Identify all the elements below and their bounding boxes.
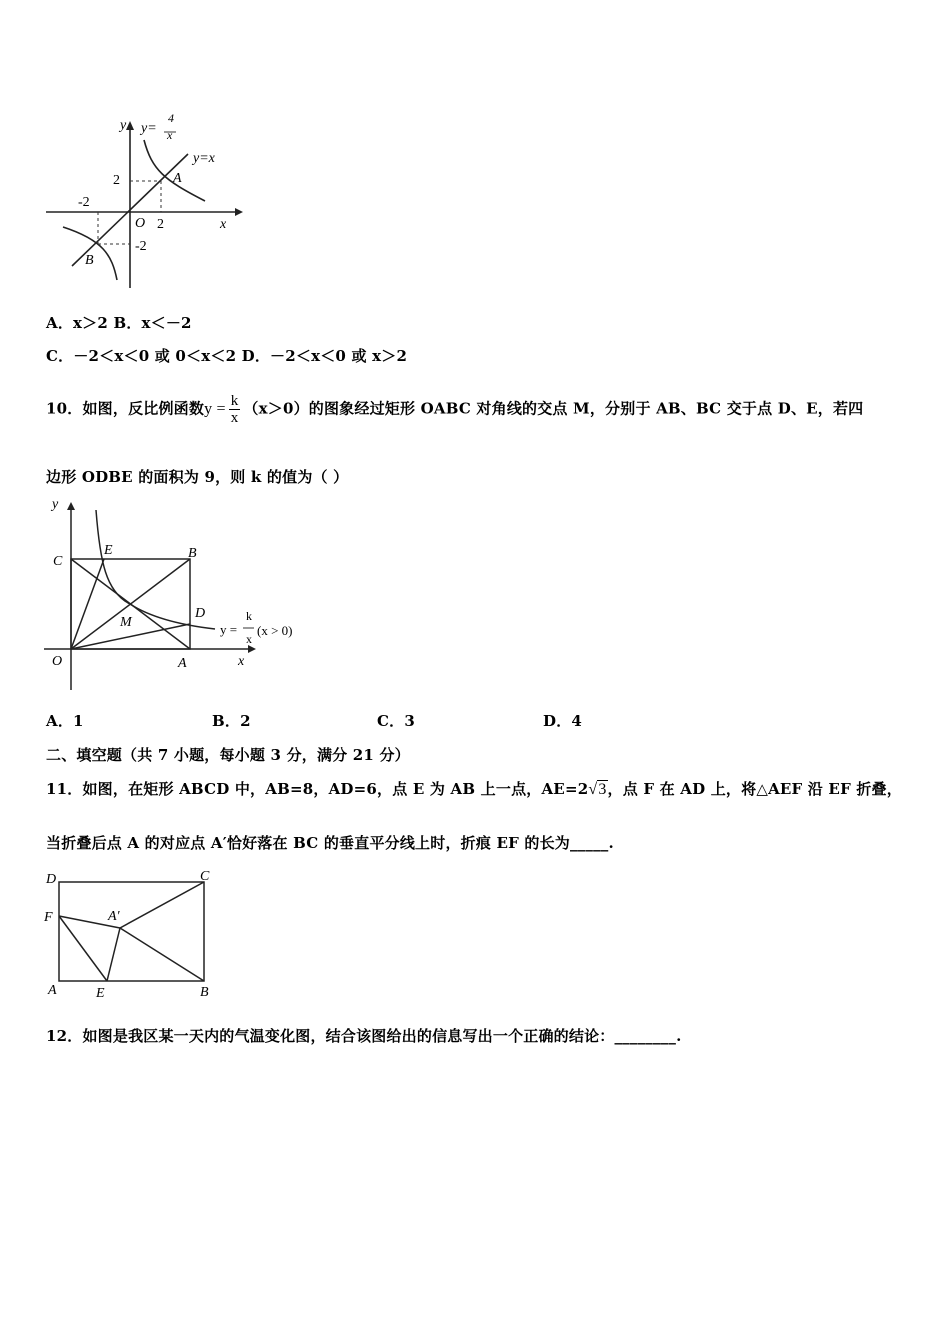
q10-func-fraction: [229, 393, 241, 426]
fig2-point-c: C: [53, 554, 63, 569]
q9-options-ab: A．x＞2 B．x＜－2: [46, 314, 192, 332]
tick-2-y: 2: [113, 173, 120, 188]
q11-line1: [46, 778, 902, 799]
point-b-label: B: [85, 253, 94, 268]
y-axis-arrow: [126, 121, 134, 130]
fig3-point-a: A: [48, 983, 57, 998]
fig2-func-denominator: x: [246, 632, 252, 646]
q10-text-start: 10．如图，反比例函数: [46, 399, 205, 418]
tick-neg2-y: -2: [135, 239, 147, 254]
q10-option-d: D．4: [543, 712, 583, 730]
fig2-point-a: A: [178, 656, 187, 671]
section-title-fill-in: 二、填空题（共 7 小题，每小题 3 分，满分 21 分）: [46, 746, 410, 764]
fig2-point-b: B: [188, 546, 197, 561]
fig2-func-prefix: y =: [220, 622, 238, 637]
tick-2-x: 2: [157, 217, 164, 232]
fig2-point-o: O: [52, 654, 63, 669]
q10-func-denominator: x: [230, 410, 239, 426]
fig2-point-d: D: [195, 606, 206, 621]
fig2-y-axis-arrow: [67, 502, 75, 510]
fig2-func-condition: (x > 0): [257, 623, 293, 638]
x-axis-arrow: [235, 208, 243, 216]
segment-oe: [71, 559, 104, 649]
fig2-point-m: M: [120, 615, 132, 630]
q12-text: 12．如图是我区某一天内的气温变化图，结合该图给出的信息写出一个正确的结论：________.: [46, 1027, 682, 1045]
segment-a-prime-b: [120, 928, 204, 981]
q10-func-numerator: k: [230, 393, 239, 409]
fig3-point-b: B: [200, 985, 209, 1000]
segment-a-prime-e: [107, 928, 120, 981]
q10-option-a: A．1: [46, 712, 84, 730]
rectangle-abcd: [59, 882, 204, 981]
fig3-point-f: F: [44, 910, 53, 925]
q10-option-b: B．2: [212, 712, 251, 730]
crease-fe: [59, 916, 107, 981]
q10-line1: [46, 393, 863, 426]
q11-sqrt: √3: [588, 781, 607, 798]
q11-radicand: 3: [598, 781, 607, 798]
q11-line2: 当折叠后点 A 的对应点 A′恰好落在 BC 的垂直平分线上时，折痕 EF 的长为_____.: [46, 834, 614, 852]
fig2-x-axis-arrow: [248, 645, 256, 653]
fig3-point-e: E: [96, 986, 105, 1001]
point-a-label: A: [173, 171, 182, 186]
figure-rectangle-hyperbola: [40, 492, 320, 697]
curve-label-prefix: y=: [141, 121, 157, 136]
q10-func-lhs: y =: [204, 400, 226, 418]
q9-options-cd: C．－2＜x＜0 或 0＜x＜2 D．－2＜x＜0 或 x＞2: [46, 347, 408, 365]
fig2-y-label: y: [52, 497, 59, 512]
fig2-point-e: E: [104, 543, 113, 558]
q10-text-end: （x＞0）的图象经过矩形 OABC 对角线的交点 M，分别于 AB、BC 交于点 D、E，若四: [243, 399, 864, 418]
curve-label-numerator: 4: [168, 111, 174, 125]
curve-label-denominator: x: [167, 128, 173, 142]
q11-text-end: ，点 F 在 AD 上，将△AEF 沿 EF 折叠，: [607, 780, 902, 798]
fig3-point-c: C: [200, 869, 210, 884]
figure-folded-rectangle: [40, 864, 230, 1004]
segment-a-prime-c: [120, 882, 204, 928]
fig1-origin-label: O: [135, 216, 146, 231]
fig2-func-numerator: k: [246, 609, 252, 623]
fig3-point-a-prime: A′: [108, 909, 120, 924]
tick-neg2-x: -2: [78, 195, 90, 210]
q10-line2: 边形 ODBE 的面积为 9，则 k 的值为（ ）: [46, 468, 349, 486]
line-label: y=x: [193, 151, 215, 166]
q11-text-start: 11．如图，在矩形 ABCD 中，AB=8，AD=6，点 E 为 AB 上一点，AE=2: [46, 780, 589, 798]
figure-hyperbola-line: [40, 108, 250, 293]
fig1-y-label: y: [120, 118, 127, 133]
q10-option-c: C．3: [377, 712, 415, 730]
fig2-x-label: x: [238, 654, 245, 669]
fig3-point-d: D: [46, 872, 57, 887]
fig1-x-label: x: [220, 217, 227, 232]
